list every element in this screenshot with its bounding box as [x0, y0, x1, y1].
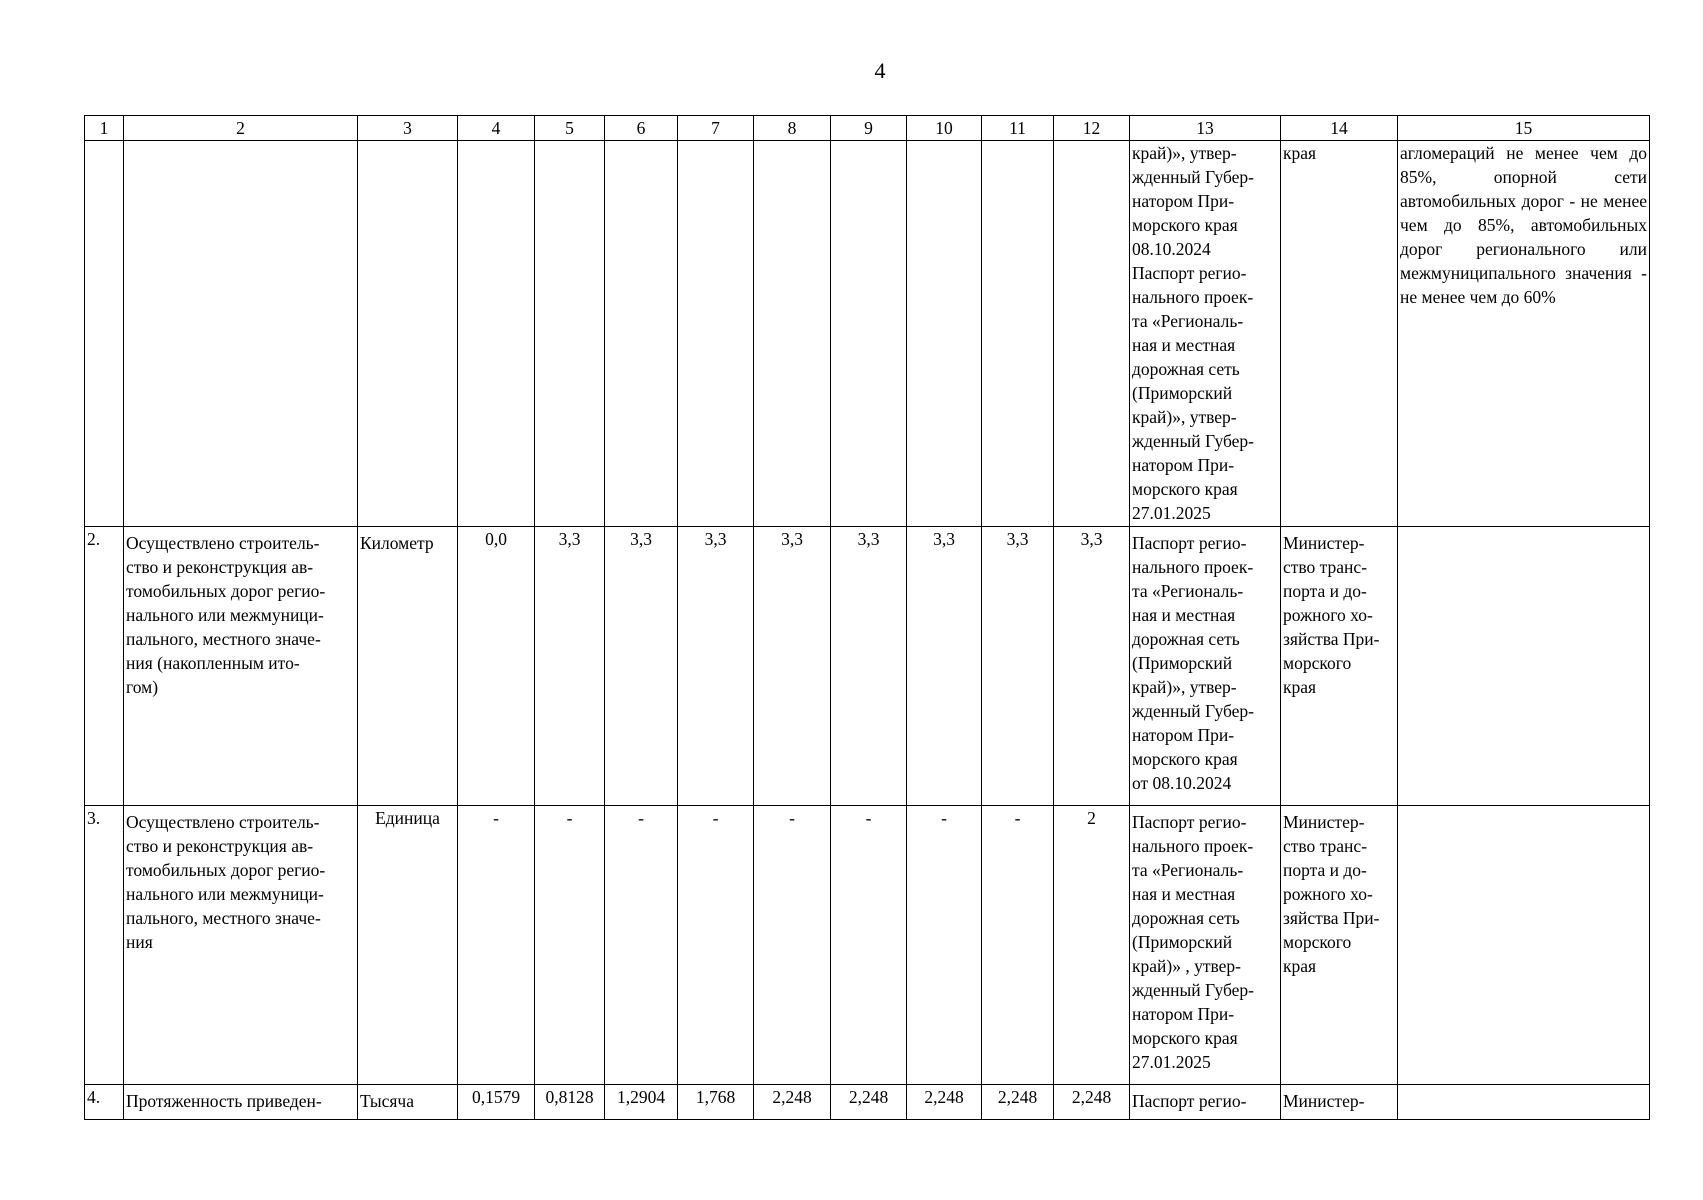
column-header: 7 [678, 116, 754, 141]
column-header: 1 [85, 116, 124, 141]
value-cell [458, 141, 535, 527]
column-header: 2 [124, 116, 358, 141]
table-row [85, 141, 1650, 527]
responsible: Министер- [1281, 1085, 1398, 1120]
value-cell: - [982, 806, 1054, 1085]
value-cell [1054, 141, 1130, 527]
column-header: 3 [358, 116, 458, 141]
indicator-name: Протяженность приведен- [124, 1085, 358, 1120]
note [1398, 1085, 1650, 1120]
row-number: 2. [85, 527, 124, 806]
value-cell: - [907, 806, 982, 1085]
value-cell: - [678, 806, 754, 1085]
value-cell [907, 141, 982, 527]
column-header: 13 [1130, 116, 1281, 141]
column-header: 8 [754, 116, 831, 141]
source-document: Паспорт регио- нального проек- та «Региональ- ная и местная дорожная сеть (Приморский край)» , утвер- жденный Губер- натором При- морского края 27.01.2025 [1130, 806, 1281, 1085]
note: агломераций не менее чем до 85%, опорной сети автомобильных дорог - не менее чем до 85%, автомобильных дорог регионального или межмуниципального значения - не менее чем до 60% [1398, 141, 1650, 527]
column-header: 12 [1054, 116, 1130, 141]
column-header: 15 [1398, 116, 1650, 141]
value-cell: - [754, 806, 831, 1085]
value-cell: - [535, 806, 605, 1085]
value-cell [831, 141, 907, 527]
column-header: 11 [982, 116, 1054, 141]
value-cell: 2,248 [831, 1085, 907, 1120]
value-cell: 1,768 [678, 1085, 754, 1120]
row-number: 4. [85, 1085, 124, 1120]
unit: Километр [358, 527, 458, 806]
value-cell [678, 141, 754, 527]
value-cell: 2,248 [754, 1085, 831, 1120]
value-cell: 3,3 [907, 527, 982, 806]
column-header: 9 [831, 116, 907, 141]
value-cell: 3,3 [982, 527, 1054, 806]
header-row [85, 116, 1650, 141]
value-cell [982, 141, 1054, 527]
value-cell: 2 [1054, 806, 1130, 1085]
column-header: 4 [458, 116, 535, 141]
value-cell: - [458, 806, 535, 1085]
source-document: Паспорт регио- нального проек- та «Региональ- ная и местная дорожная сеть (Приморский край)», утвер- жденный Губер- натором При- морского края от 08.10.2024 [1130, 527, 1281, 806]
value-cell: 2,248 [1054, 1085, 1130, 1120]
value-cell [754, 141, 831, 527]
table-row [85, 527, 1650, 806]
value-cell: 3,3 [678, 527, 754, 806]
value-cell: 3,3 [831, 527, 907, 806]
note [1398, 527, 1650, 806]
responsible: Министер- ство транс- порта и до- рожного хо- зяйства При- морского края [1281, 527, 1398, 806]
column-header: 5 [535, 116, 605, 141]
value-cell: 1,2904 [605, 1085, 678, 1120]
value-cell: 3,3 [605, 527, 678, 806]
value-cell: 3,3 [535, 527, 605, 806]
value-cell [605, 141, 678, 527]
indicators-table [84, 115, 1650, 1120]
indicator-name: Осуществлено строитель- ство и реконструкция ав- томобильных дорог регио- нального или межмуници- пального, местного значе- ния [124, 806, 358, 1085]
unit: Единица [358, 806, 458, 1085]
row-number [85, 141, 124, 527]
value-cell: 0,8128 [535, 1085, 605, 1120]
indicator-name [124, 141, 358, 527]
source-document: край)», утвер- жденный Губер- натором При- морского края 08.10.2024 Паспорт регио- нального проек- та «Региональ- ная и местная дорожная сеть (Приморский край)», утвер- жденный Губер- натором При- морского края 27.01.2025 [1130, 141, 1281, 527]
page-number: 4 [874, 58, 886, 83]
column-header: 10 [907, 116, 982, 141]
unit: Тысяча [358, 1085, 458, 1120]
value-cell: 2,248 [907, 1085, 982, 1120]
value-cell: - [605, 806, 678, 1085]
value-cell: 3,3 [1054, 527, 1130, 806]
responsible: края [1281, 141, 1398, 527]
value-cell: - [831, 806, 907, 1085]
value-cell: 0,0 [458, 527, 535, 806]
value-cell: 2,248 [982, 1085, 1054, 1120]
value-cell [535, 141, 605, 527]
value-cell: 3,3 [754, 527, 831, 806]
source-document: Паспорт регио- [1130, 1085, 1281, 1120]
value-cell: 0,1579 [458, 1085, 535, 1120]
unit [358, 141, 458, 527]
row-number: 3. [85, 806, 124, 1085]
indicator-name: Осуществлено строитель- ство и реконструкция ав- томобильных дорог регио- нального или межмуници- пального, местного значе- ния (накопленным ито- гом) [124, 527, 358, 806]
column-header: 6 [605, 116, 678, 141]
column-header: 14 [1281, 116, 1398, 141]
table-row [85, 1085, 1650, 1120]
note [1398, 806, 1650, 1085]
table-row [85, 806, 1650, 1085]
responsible: Министер- ство транс- порта и до- рожного хо- зяйства При- морского края [1281, 806, 1398, 1085]
